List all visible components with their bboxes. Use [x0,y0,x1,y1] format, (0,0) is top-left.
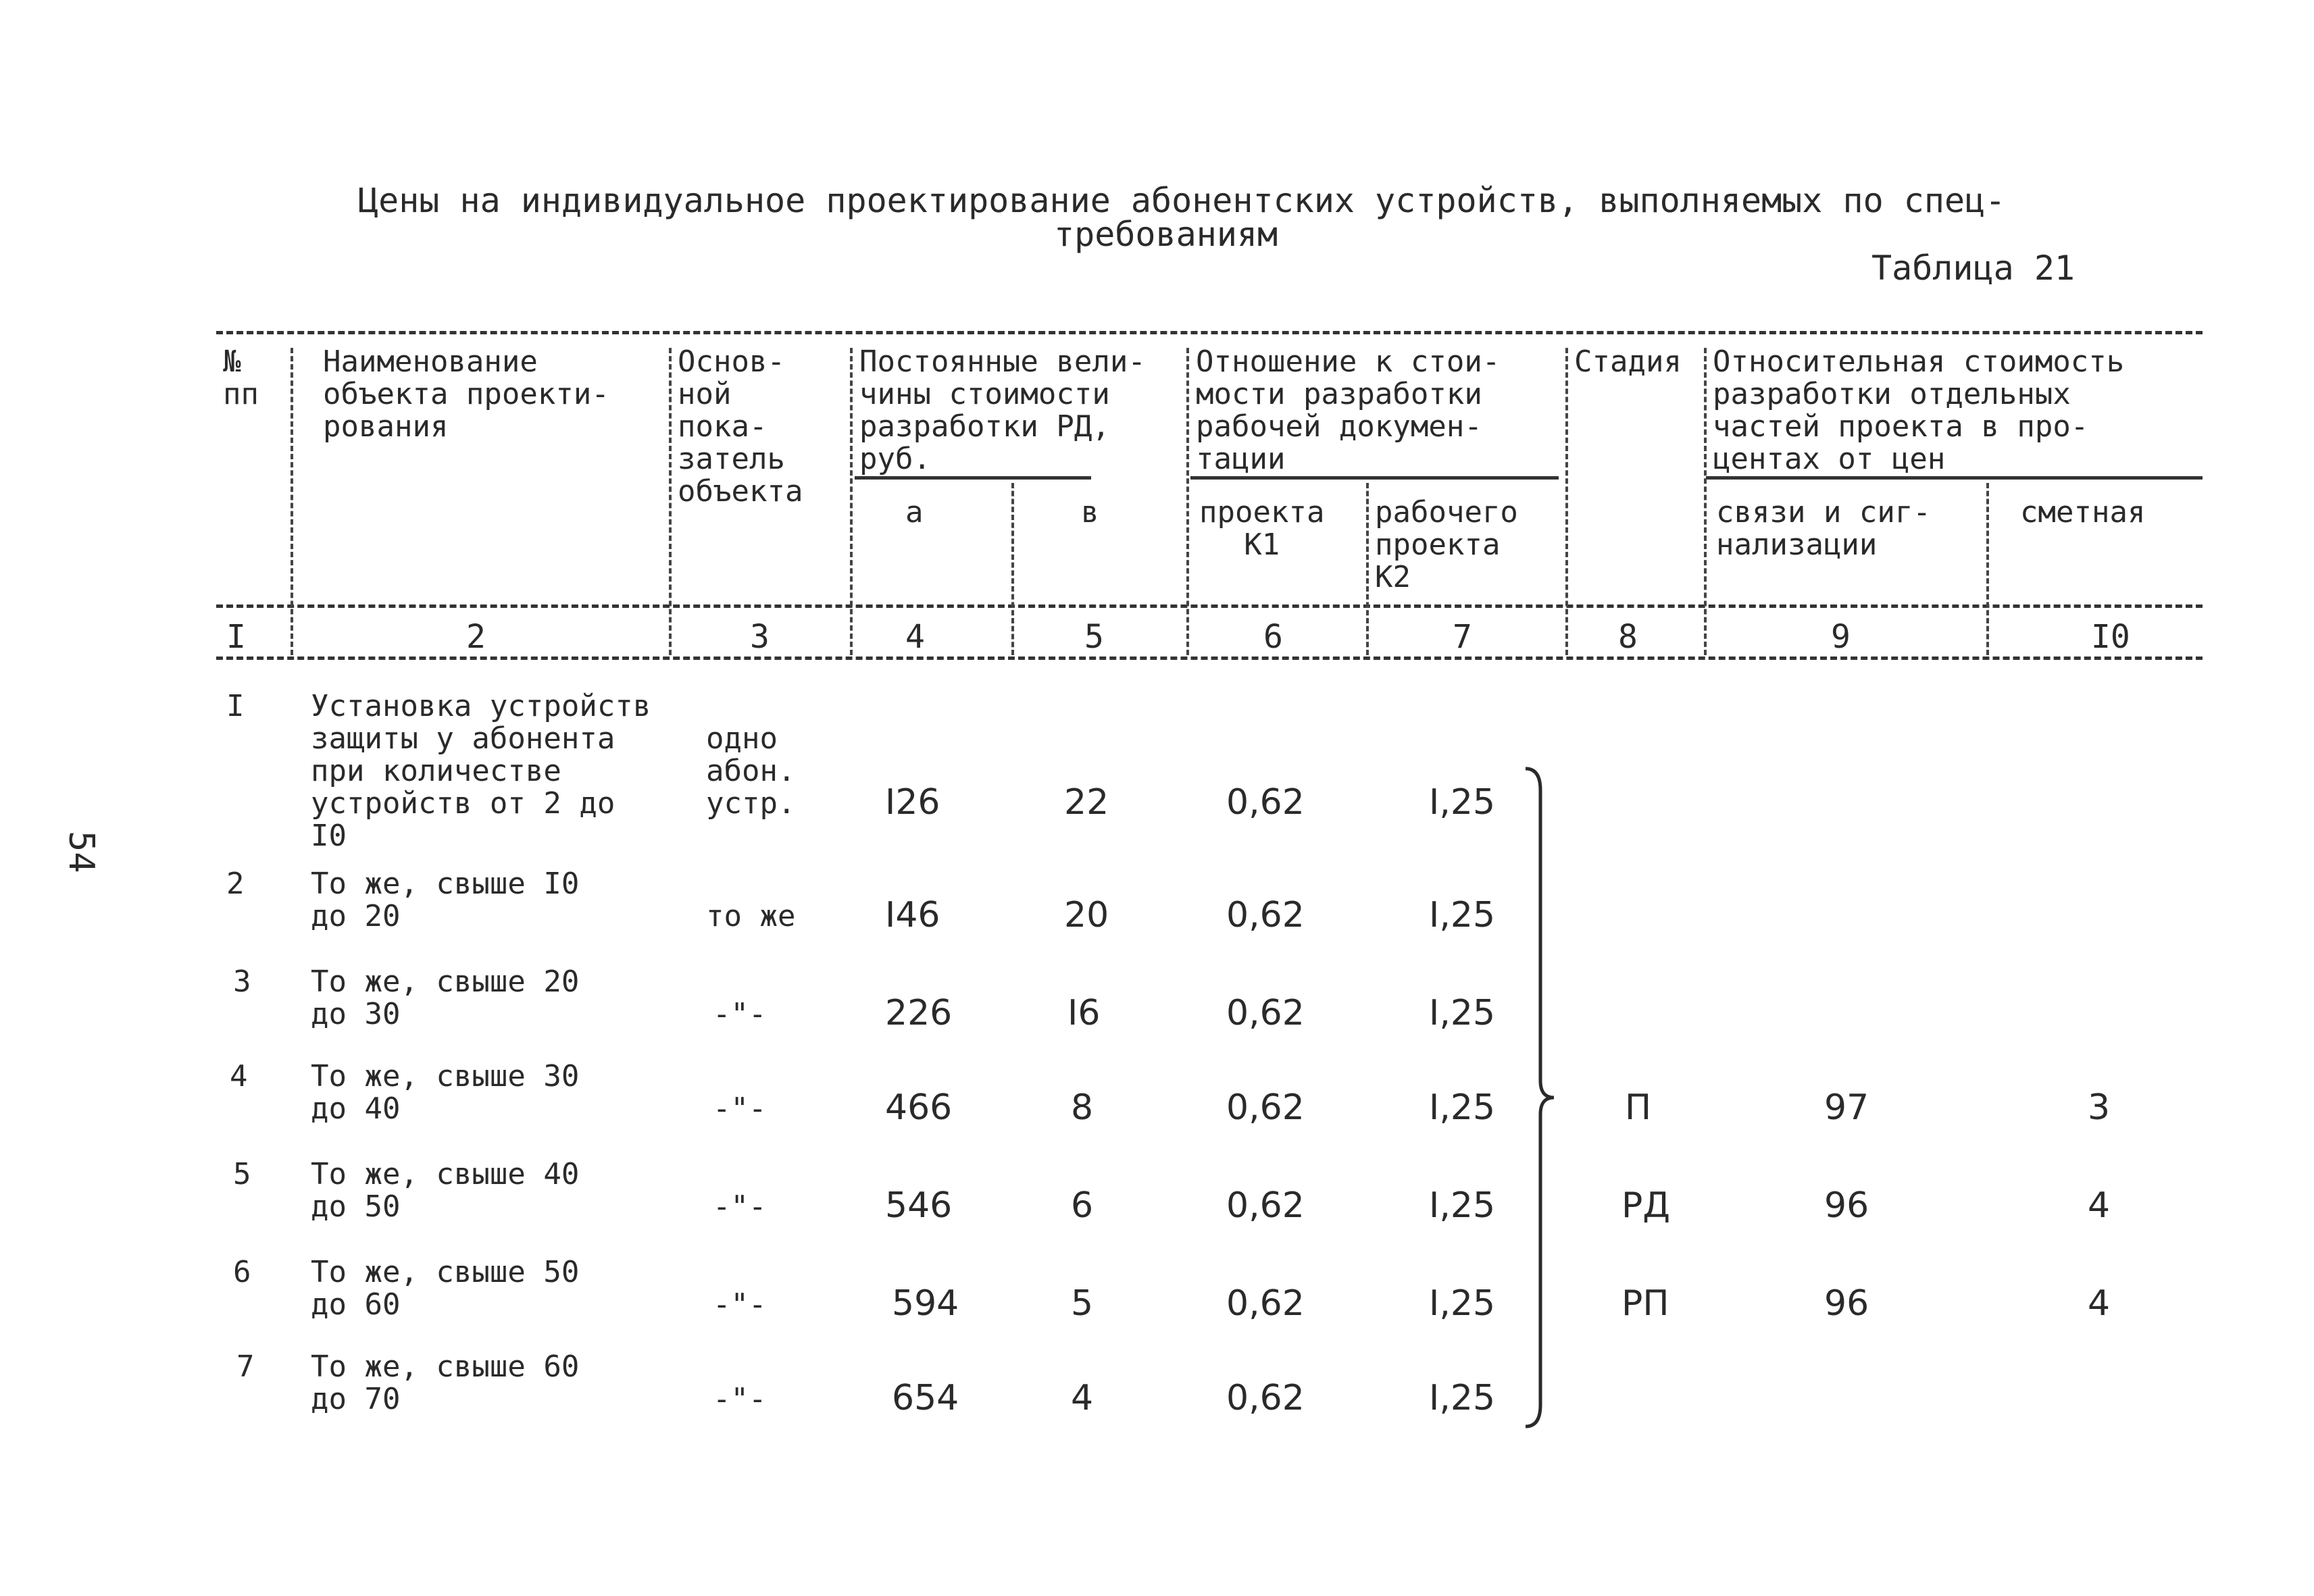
subheader-rule-45 [855,476,1091,480]
header-col-9-10: Относительная стоимость разработки отдельных частей проекта в про- центах от цен [1713,344,2125,476]
row-number: 7 [236,1349,255,1384]
row-unit: -"- [713,1287,767,1322]
header-bottom-rule [216,604,2203,608]
numbers-bottom-rule [216,657,2203,660]
row-a: 226 [885,993,953,1033]
row-b: 5 [1071,1283,1094,1324]
row-unit: одно абон. устр. [706,721,796,821]
table-top-rule [216,331,2203,334]
header-col-2: Наименование объекта проекти- рования [323,344,609,444]
col-number: I [226,618,246,656]
row-a: 654 [892,1378,959,1418]
col-number: 3 [750,618,770,656]
row-k2: I,25 [1429,1087,1496,1128]
header-col-4-5: Постоянные вели- чины стоимости разработки РД, руб. [859,344,1146,476]
col-number: 6 [1263,618,1283,656]
row-name: То же, свыше 60 до 70 [311,1349,580,1416]
col-sep-5 [1186,348,1189,655]
row-k2: I,25 [1429,1283,1496,1324]
header-col-9: связи и сиг- нализации [1716,495,1931,562]
row-a: I26 [885,782,940,823]
row-name: То же, свыше 40 до 50 [311,1157,580,1224]
col-number: I0 [2091,618,2130,656]
row-unit: -"- [713,997,767,1031]
col-number: 4 [905,618,925,656]
col-sep-9 [1986,483,1989,655]
row-a: I46 [885,895,940,935]
row-k2: I,25 [1429,993,1496,1033]
row-a: 594 [892,1283,959,1324]
stage-label: РП [1621,1283,1669,1324]
row-unit: -"- [713,1189,767,1224]
subheader-rule-910 [1706,476,2203,480]
row-unit: то же [706,899,796,933]
title-line-2: требованиям [1054,215,1278,254]
row-k1: 0,62 [1226,993,1305,1033]
row-name: Установка устройств защиты у абонента при количестве устройств от 2 до I0 [311,689,651,853]
table-label: Таблица 21 [1871,249,2076,288]
stage-c10: 3 [2088,1087,2111,1128]
row-name: То же, свыше 50 до 60 [311,1255,580,1322]
row-k1: 0,62 [1226,1185,1305,1226]
col-sep-7 [1565,348,1568,655]
row-a: 466 [885,1087,953,1128]
row-b: I6 [1067,993,1101,1033]
subheader-rule-67 [1190,476,1559,480]
header-col-8: Стадия [1574,344,1682,379]
row-unit: -"- [713,1382,767,1416]
page-number: 54 [61,831,101,873]
stage-c10: 4 [2088,1185,2111,1226]
header-col-10: сметная [2020,495,2146,530]
header-col-6: проекта К1 [1199,495,1325,562]
header-col-1: № пп [223,344,259,411]
row-k1: 0,62 [1226,1378,1305,1418]
group-brace [1520,763,1561,1432]
row-name: То же, свыше I0 до 20 [311,867,580,933]
col-sep-8 [1704,348,1707,655]
stage-label: РД [1621,1185,1670,1226]
row-k2: I,25 [1429,895,1496,935]
row-k1: 0,62 [1226,782,1305,823]
row-a: 546 [885,1185,953,1226]
row-b: 6 [1071,1185,1094,1226]
title-line-1: Цены на индивидуальное проектирование абонентских устройств, выполняемых по спец- [358,181,2006,220]
header-col-5: в [1081,495,1099,530]
col-sep-4 [1011,483,1014,655]
col-sep-2 [669,348,672,655]
row-name: То же, свыше 30 до 40 [311,1059,580,1126]
row-number: I [226,689,245,723]
row-b: 22 [1064,782,1109,823]
stage-c9: 96 [1824,1283,1869,1324]
row-name: То же, свыше 20 до 30 [311,964,580,1031]
row-k2: I,25 [1429,1378,1496,1418]
row-k1: 0,62 [1226,1087,1305,1128]
stage-c9: 96 [1824,1185,1869,1226]
col-number: 8 [1618,618,1638,656]
col-sep-6 [1366,483,1369,655]
col-number: 9 [1831,618,1851,656]
stage-c9: 97 [1824,1087,1869,1128]
stage-label: П [1625,1087,1652,1128]
col-sep-3 [850,348,853,655]
row-b: 4 [1071,1378,1094,1418]
header-col-7: рабочего проекта К2 [1375,495,1518,594]
row-k2: I,25 [1429,1185,1496,1226]
row-k2: I,25 [1429,782,1496,823]
row-number: 2 [226,867,245,901]
col-number: 7 [1453,618,1472,656]
row-number: 3 [233,964,251,999]
row-unit: -"- [713,1091,767,1126]
row-number: 4 [230,1059,248,1093]
row-number: 6 [233,1255,251,1289]
col-sep-1 [291,348,293,655]
stage-c10: 4 [2088,1283,2111,1324]
row-b: 8 [1071,1087,1094,1128]
col-number: 5 [1084,618,1104,656]
row-k1: 0,62 [1226,895,1305,935]
row-b: 20 [1064,895,1109,935]
header-col-4: а [905,495,924,530]
header-col-6-7: Отношение к стои- мости разработки рабочей докумен- тации [1196,344,1501,476]
row-number: 5 [233,1157,251,1191]
row-k1: 0,62 [1226,1283,1305,1324]
col-number: 2 [466,618,486,656]
header-col-3: Основ- ной пока- затель объекта [678,344,803,509]
